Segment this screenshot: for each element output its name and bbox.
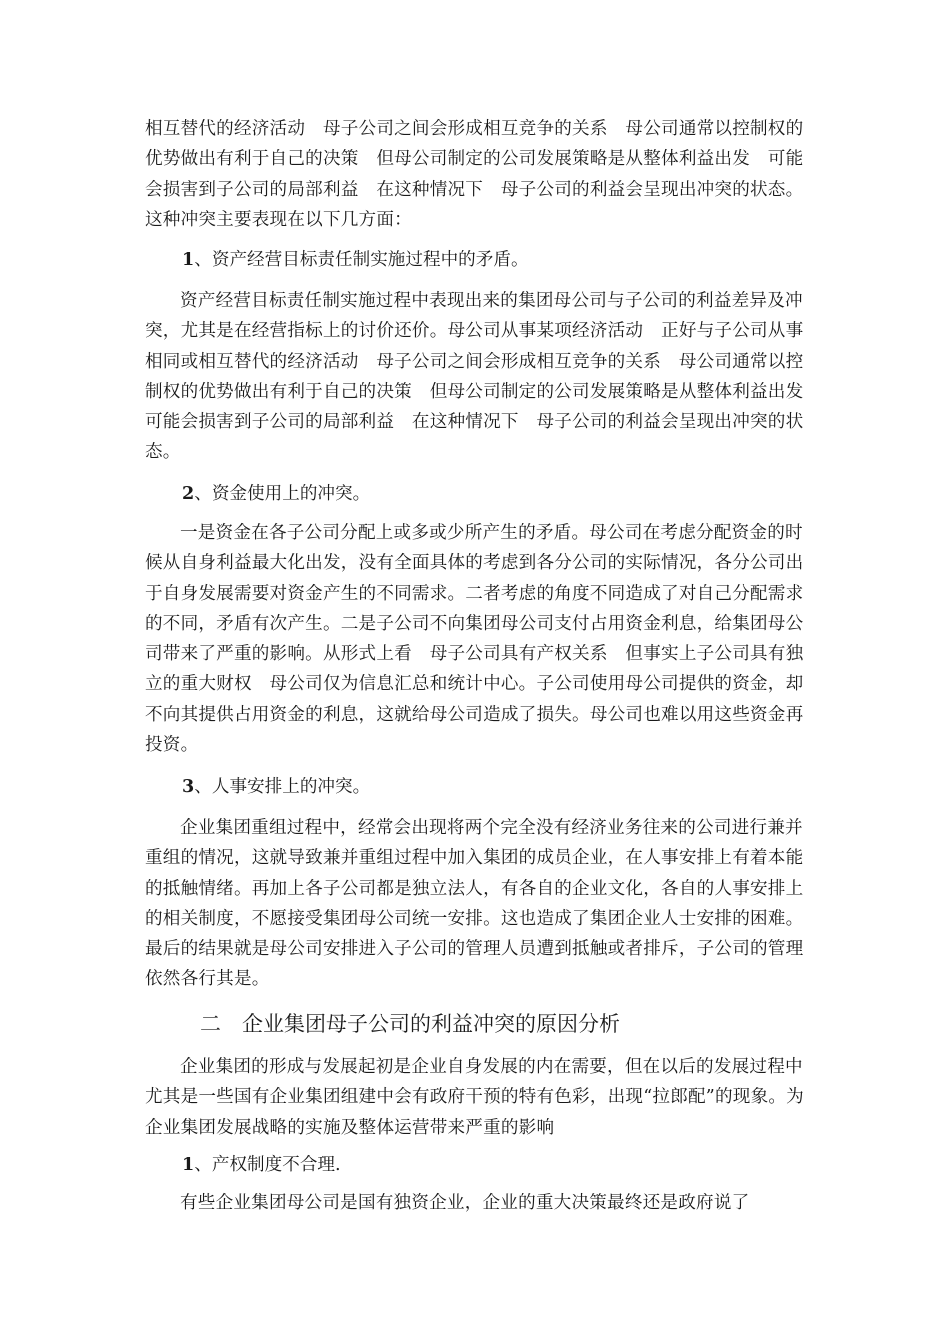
paragraph-intro: 相互替代的经济活动 母子公司之间会形成相互竞争的关系 母公司通常以控制权的优势做出有利于自己的决策 但母公司制定的公司发展策略是从整体利益出发 可能会损害到子公司的局部利益 在这种情况下 母子公司的利益会呈现出冲突的状态。这种冲突主要表现在以下几方面： xyxy=(145,119,804,230)
paragraph-causes-intro: 企业集团的形成与发展起初是企业自身发展的内在需要，但在以后的发展过程中尤其是一些国有企业集团组建中会有政府干预的特有色彩，出现“拉郎配”的现象。为企业集团发展战略的实施及整体运营带来严重的影响 xyxy=(145,1057,804,1138)
list-item-number: 1 xyxy=(182,1154,195,1175)
list-item-personnel xyxy=(182,772,370,802)
paragraph-asset-management: 资产经营目标责任制实施过程中表现出来的集团母公司与子公司的利益差异及冲突，尤其是在经营指标上的讨价还价。母公司从事某项经济活动 正好与子公司从事相同或相互替代的经济活动 母子公司之间会形成相互竞争的关系 母公司通常以控制权的优势做出有利于自己的决策 但母公司制定的公司发展策略是从整体利益出发 可能会损害到子公司的局部利益 在这种情况下 母子公司的利益会呈现出冲突的状态。 xyxy=(145,291,822,463)
paragraph-capital-use: 一是资金在各子公司分配上或多或少所产生的矛盾。母公司在考虑分配资金的时候从自身利益最大化出发，没有全面具体的考虑到各分公司的实际情况，各分公司出于自身发展需要对资金产生的不同需求。二者考虑的角度不同造成了对自己分配需求的不同，矛盾有次产生。二是子公司不向集团母公司支付占用资金利息，给集团母公司带来了严重的影响。从形式上看 母子公司具有产权关系 但事实上子公司具有独立的重大财权 母公司仅为信息汇总和统计中心。子公司使用母公司提供的资金，却不向其提供占用资金的利息，这就给母公司造成了损失。母公司也难以用这些资金再投资。 xyxy=(145,523,804,756)
list-item-number: 3 xyxy=(182,776,195,797)
list-item-property-rights xyxy=(182,1150,341,1180)
list-item-text: 、产权制度不合理. xyxy=(194,1155,341,1175)
list-item-number: 1 xyxy=(182,249,195,270)
list-item-text: 、资金使用上的冲突。 xyxy=(194,484,371,504)
list-item-text: 、资产经营目标责任制实施过程中的矛盾。 xyxy=(194,250,529,270)
list-item-asset-management xyxy=(182,245,529,275)
section-heading: 二 企业集团母子公司的利益冲突的原因分析 xyxy=(200,1012,620,1036)
list-item-capital-use xyxy=(182,479,370,509)
list-item-text: 、人事安排上的冲突。 xyxy=(194,777,371,797)
paragraph-property-rights: 有些企业集团母公司是国有独资企业，企业的重大决策最终还是政府说了 xyxy=(180,1193,750,1213)
paragraph-personnel: 企业集团重组过程中，经常会出现将两个完全没有经济业务往来的公司进行兼并重组的情况，这就导致兼并重组过程中加入集团的成员企业，在人事安排上有着本能的抵触情绪。再加上各子公司都是独立法人，有各自的企业文化，各自的人事安排上的相关制度，不愿接受集团母公司统一安排。这也造成了集团企业人士安排的困难。最后的结果就是母公司安排进入子公司的管理人员遭到抵触或者排斥，子公司的管理依然各行其是。 xyxy=(145,818,804,990)
list-item-number: 2 xyxy=(182,483,195,504)
